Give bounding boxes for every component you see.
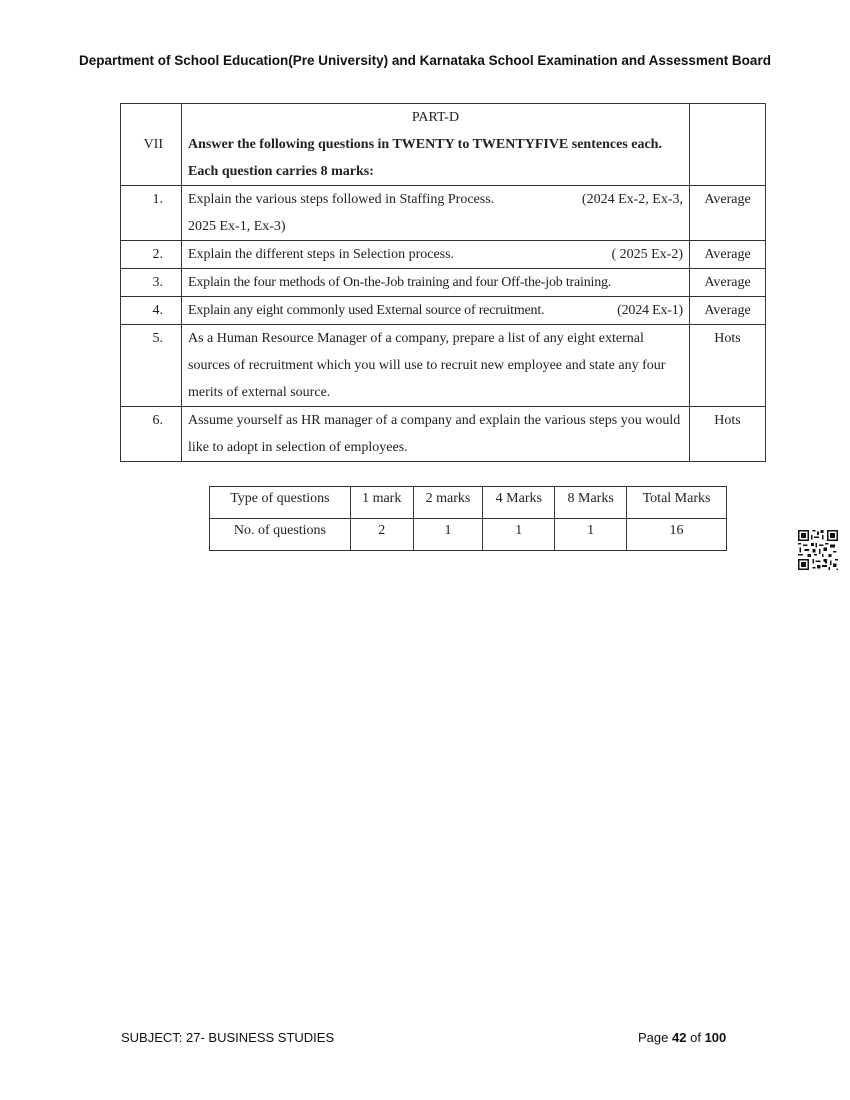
marks-header-cell: 1 mark (350, 487, 413, 519)
questions-table (120, 103, 766, 462)
footer-subject: SUBJECT: 27- BUSINESS STUDIES (121, 1030, 335, 1045)
part-instruction: Answer the following questions in TWENTY to TWENTYFIVE sentences each. Each question carries 8 marks: (188, 137, 662, 179)
page-header: Department of School Education(Pre University) and Karnataka School Examination and Assessment Board (79, 53, 771, 68)
question-number: 5. (121, 325, 182, 407)
question-text: Assume yourself as HR manager of a company and explain the various steps you would like to adopt in selection of employees. (188, 413, 681, 455)
question-cell (182, 407, 690, 462)
part-header-row (121, 104, 766, 186)
marks-header-cell: 2 marks (413, 487, 483, 519)
difficulty-level: Hots (690, 325, 766, 407)
total-pages: 100 (704, 1030, 727, 1045)
qr-code-icon (798, 530, 838, 570)
question-number: 1. (121, 186, 182, 241)
question-text: Explain any eight commonly used External source of recruitment. (188, 303, 545, 318)
difficulty-level: Hots (690, 407, 766, 462)
question-cell (182, 297, 690, 325)
page-label: Page (638, 1030, 669, 1045)
question-cell (182, 186, 690, 241)
part-header-cell (182, 104, 690, 186)
question-number: 2. (121, 241, 182, 269)
exam-reference-continued: 2025 Ex-1, Ex-3) (188, 219, 286, 234)
exam-reference: (2024 Ex-1) (617, 303, 683, 318)
section-number: VII (121, 104, 182, 186)
question-cell (182, 241, 690, 269)
question-text: Explain the four methods of On-the-Job training and four Off-the-job training. (188, 275, 612, 290)
difficulty-level: Average (690, 297, 766, 325)
empty-level-cell (690, 104, 766, 186)
question-row (121, 241, 766, 269)
marks-header-cell: 4 Marks (483, 487, 555, 519)
question-text: Explain the different steps in Selection process. (188, 247, 455, 262)
question-row (121, 269, 766, 297)
question-text: Explain the various steps followed in Staffing Process. (188, 192, 495, 207)
marks-value-cell: 1 (483, 519, 555, 551)
difficulty-level: Average (690, 186, 766, 241)
current-page: 42 (672, 1030, 687, 1045)
marks-value-cell: 2 (350, 519, 413, 551)
question-text: As a Human Resource Manager of a company, prepare a list of any eight external sources of recruitment which you will use to recruit new employee and state any four merits of external source. (188, 331, 666, 400)
marks-header-cell: 8 Marks (555, 487, 627, 519)
marks-value-cell: 1 (555, 519, 627, 551)
marks-header-cell: Type of questions (210, 487, 351, 519)
question-row (121, 297, 766, 325)
question-cell (182, 269, 690, 297)
question-cell (182, 325, 690, 407)
question-number: 4. (121, 297, 182, 325)
difficulty-level: Average (690, 269, 766, 297)
question-row (121, 186, 766, 241)
question-row (121, 407, 766, 462)
page-of-label: of (690, 1030, 701, 1045)
marks-value-cell: 16 (627, 519, 727, 551)
marks-header-cell: Total Marks (627, 487, 727, 519)
marks-summary-table (209, 486, 727, 551)
footer-page-number (638, 1030, 726, 1045)
question-number: 6. (121, 407, 182, 462)
question-number: 3. (121, 269, 182, 297)
exam-reference: ( 2025 Ex-2) (611, 247, 683, 262)
marks-value-row (210, 519, 727, 551)
marks-value-cell: 1 (413, 519, 483, 551)
part-title: PART-D (411, 110, 460, 125)
difficulty-level: Average (690, 241, 766, 269)
question-row (121, 325, 766, 407)
marks-value-cell: No. of questions (210, 519, 351, 551)
marks-header-row (210, 487, 727, 519)
exam-reference: (2024 Ex-2, Ex-3, (581, 192, 683, 207)
